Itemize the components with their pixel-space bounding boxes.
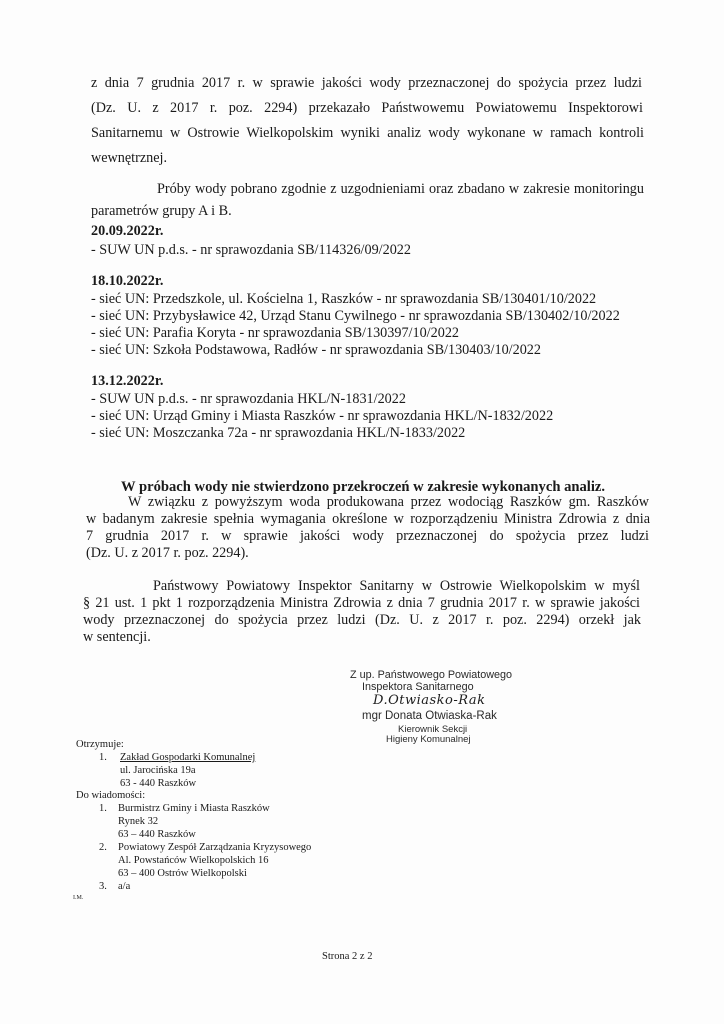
report-item: - sieć UN: Przybysławice 42, Urząd Stanu Cywilnego - nr sprawozdania SB/130402/10/2022: [91, 308, 620, 324]
recipient-address-city: 63 - 440 Raszków: [120, 778, 197, 789]
sampling-date: 13.12.2022r.: [91, 373, 164, 389]
report-item: - sieć UN: Przedszkole, ul. Kościelna 1, Raszków - nr sprawozdania SB/130401/10/2022: [91, 291, 597, 307]
list-number: 1.: [99, 752, 107, 763]
decision-line-4: w sentencji.: [83, 629, 151, 645]
conclusion-line-1: W związku z powyższym woda produkowana przez wodociąg Raszków gm. Raszków: [128, 494, 649, 510]
recipients-label: Otrzymuje:: [76, 739, 124, 750]
report-item: - sieć UN: Szkoła Podstawowa, Radłów - nr sprawozdania SB/130403/10/2022: [91, 342, 541, 358]
sampling-line-2: parametrów grupy A i B.: [91, 203, 232, 219]
intro-line-4: wewnętrznej.: [91, 150, 168, 166]
cc-name: Burmistrz Gminy i Miasta Raszków: [118, 803, 270, 814]
page-number: Strona 2 z 2: [322, 951, 373, 962]
report-item: - sieć UN: Parafia Koryta - nr sprawozdania SB/130397/10/2022: [91, 325, 460, 341]
decision-line-2: § 21 ust. 1 pkt 1 rozporządzenia Ministra Zdrowia z dnia 7 grudnia 2017 r. w sprawie jakości: [83, 595, 640, 611]
recipient-address-street: ul. Jarocińska 19a: [120, 765, 196, 776]
cc-address-city: 63 – 440 Raszków: [118, 829, 196, 840]
cc-name: Powiatowy Zespół Zarządzania Kryzysowego: [118, 842, 312, 853]
signatory-name: mgr Donata Otwiaska-Rak: [362, 710, 497, 722]
signatory-role-2: Higieny Komunalnej: [386, 734, 471, 745]
finding-statement: W próbach wody nie stwierdzono przekroczeń w zakresie wykonanych analiz.: [121, 479, 606, 495]
intro-line-2: (Dz. U. z 2017 r. poz. 2294) przekazało Państwowemu Powiatowemu Inspektorowi: [91, 100, 643, 116]
list-number: 2.: [99, 842, 107, 853]
cc-address-street: Rynek 32: [118, 816, 159, 827]
sampling-date: 18.10.2022r.: [91, 273, 164, 289]
conclusion-line-3: 7 grudnia 2017 r. w sprawie jakości wody przeznaczonej do spożycia przez ludzi: [86, 528, 649, 544]
cc-name: a/a: [118, 881, 131, 892]
recipient-name: Zakład Gospodarki Komunalnej: [120, 752, 256, 763]
stamp-line-1: Z up. Państwowego Powiatowego: [350, 669, 513, 681]
cc-label: Do wiadomości:: [76, 790, 146, 801]
intro-line-3: Sanitarnemu w Ostrowie Wielkopolskim wyniki analiz wody wykonane w ramach kontroli: [91, 125, 644, 141]
report-item: - SUW UN p.d.s. - nr sprawozdania HKL/N-1831/2022: [91, 391, 406, 407]
cc-address-city: 63 – 400 Ostrów Wielkopolski: [118, 868, 247, 879]
stamp-line-2: Inspektora Sanitarnego: [362, 681, 474, 693]
signatory-role-1: Kierownik Sekcji: [398, 724, 468, 735]
conclusion-line-2: w badanym zakresie spełnia wymagania określone w rozporządzeniu Ministra Zdrowia z dnia: [86, 511, 650, 527]
decision-line-3: wody przeznaczonej do spożycia przez ludzi (Dz. U. z 2017 r. poz. 2294) orzekł jak: [83, 612, 641, 628]
sampling-date: 20.09.2022r.: [91, 223, 164, 239]
handwritten-signature: D.Otwiasko-Rak: [373, 693, 486, 708]
intro-line-1: z dnia 7 grudnia 2017 r. w sprawie jakości wody przeznaczonej do spożycia przez ludzi: [91, 75, 642, 91]
decision-line-1: Państwowy Powiatowy Inspektor Sanitarny w Ostrowie Wielkopolskim w myśl: [153, 578, 640, 594]
list-number: 1.: [99, 803, 107, 814]
report-item: - sieć UN: Urząd Gminy i Miasta Raszków - nr sprawozdania HKL/N-1832/2022: [91, 408, 554, 424]
report-item: - SUW UN p.d.s. - nr sprawozdania SB/114326/09/2022: [91, 242, 411, 258]
cc-address-street: Al. Powstańców Wielkopolskich 16: [118, 855, 269, 866]
author-initials: I.M.: [73, 895, 84, 901]
sampling-line-1: Próby wody pobrano zgodnie z uzgodnieniami oraz zbadano w zakresie monitoringu: [157, 181, 644, 197]
conclusion-line-4: (Dz. U. z 2017 r. poz. 2294).: [86, 545, 249, 561]
report-item: - sieć UN: Moszczanka 72a - nr sprawozdania HKL/N-1833/2022: [91, 425, 466, 441]
list-number: 3.: [99, 881, 107, 892]
